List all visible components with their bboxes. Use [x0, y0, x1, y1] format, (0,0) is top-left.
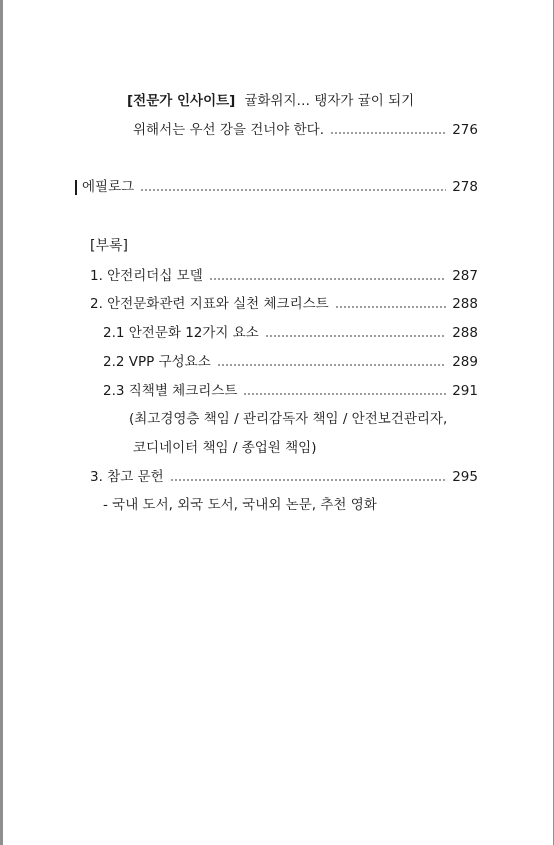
page-number: 291 — [452, 383, 478, 399]
toc-entry-vpp[interactable] — [103, 351, 478, 373]
leader-dots — [335, 306, 447, 308]
leader-dots — [209, 278, 446, 280]
page-number: 288 — [452, 325, 478, 341]
toc-entry-references[interactable] — [90, 466, 478, 488]
leader-dots — [170, 479, 447, 481]
entry-label: 1. 안전리더십 모델 — [90, 268, 203, 284]
leader-dots — [330, 132, 446, 134]
references-note: - 국내 도서, 외국 도서, 국내외 논문, 추천 영화 — [103, 497, 377, 513]
page-number: 276 — [452, 122, 478, 138]
entry-label: 3. 참고 문헌 — [90, 469, 164, 485]
page-number: 287 — [452, 268, 478, 284]
checklist-note-line1: (최고경영층 책임 / 관리감독자 책임 / 안전보건관리자, — [129, 411, 448, 427]
toc-entry-epilogue[interactable] — [75, 176, 478, 198]
insight-bracket-label: [전문가 인사이트] — [127, 93, 236, 109]
leader-dots — [140, 189, 446, 191]
entry-label: 2.3 직책별 체크리스트 — [103, 383, 238, 399]
toc-entry-12-elements[interactable] — [103, 322, 478, 344]
page — [3, 0, 553, 845]
entry-label: 2.2 VPP 구성요소 — [103, 354, 211, 370]
page-number: 289 — [452, 354, 478, 370]
entry-label: 2. 안전문화관련 지표와 실천 체크리스트 — [90, 296, 329, 312]
toc-entry-leadership-model[interactable] — [90, 265, 478, 287]
page-number: 288 — [452, 296, 478, 312]
toc-entry-role-checklist[interactable] — [103, 380, 478, 402]
entry-label: 2.1 안전문화 12가지 요소 — [103, 325, 259, 341]
leader-dots — [243, 393, 446, 395]
epilogue-label: 에필로그 — [82, 179, 135, 195]
checklist-note-line2: 코디네이터 책임 / 종업원 책임) — [133, 440, 317, 456]
insight-title-cont: 위해서는 우선 강을 건너야 한다. — [133, 122, 324, 138]
leader-dots — [265, 335, 446, 337]
section-bar-icon — [75, 180, 77, 195]
page-number: 278 — [452, 179, 478, 195]
appendix-heading: [부록] — [90, 238, 128, 254]
toc-entry-insight-line1[interactable] — [127, 90, 414, 112]
page-number: 295 — [452, 469, 478, 485]
toc-entry-insight-line2[interactable] — [133, 119, 478, 141]
insight-title: 귤화위지… 탱자가 귤이 되기 — [244, 93, 415, 109]
leader-dots — [217, 364, 446, 366]
toc-entry-culture-indicators[interactable] — [90, 293, 478, 315]
